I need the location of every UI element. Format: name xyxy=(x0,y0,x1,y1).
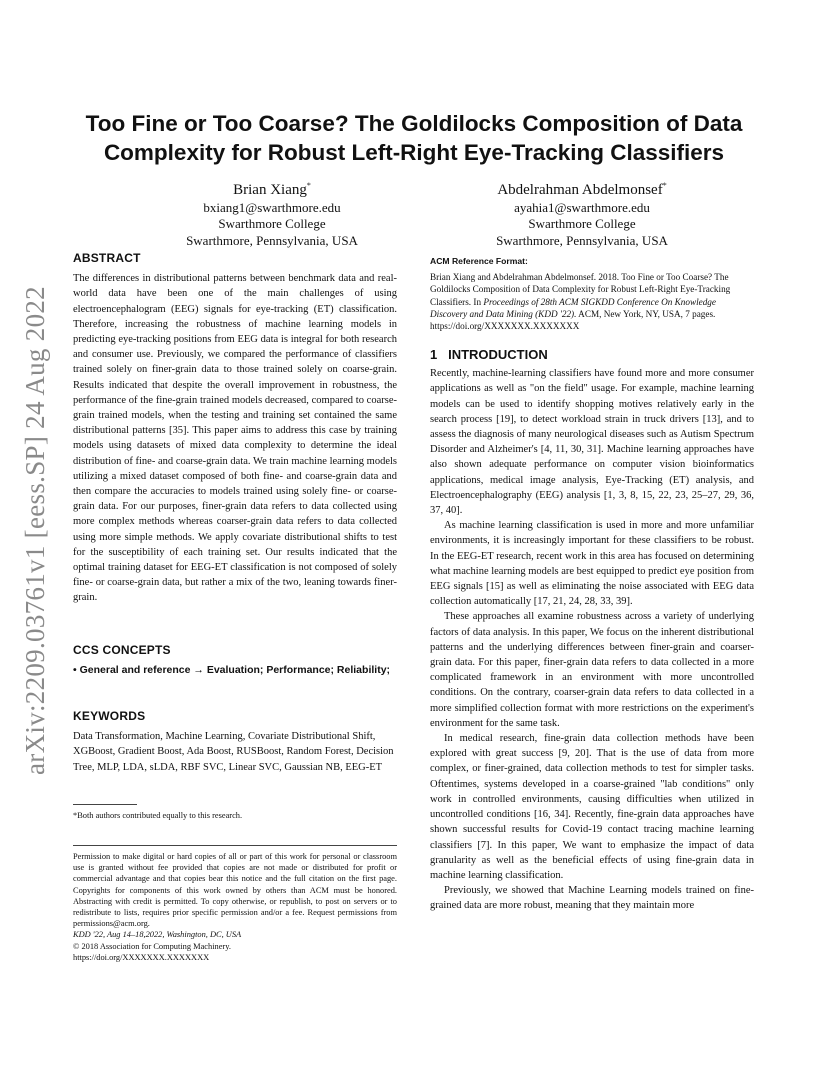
abstract-heading: ABSTRACT xyxy=(73,251,141,265)
permission-rule xyxy=(73,845,397,846)
abstract-text: The differences in distributional patterns between benchmark data and real-world data have been one of the main challenges of using electroencephalogram (EEG) signals for eye-tracking (ET) classification. Therefore, increasing the robustness of machine learning models in predicting eye-tracking positions from EEG data is integral for both research and consumer use. Previously, we compared the performance of classifiers trained solely on finer-grain data to those trained solely on coarse-grain. Results indicated that despite the overall improvement in robustness, the performance of the fine-grain trained models decreased, compared to coarse-grain trained models, when the testing and training set contained the same distributional patterns [35]. This paper aims to address this case by training models using datasets of mixed data complexity to determine the ideal distribution of fine- and coarse-grain data. We train machine learning models utilizing a mixed dataset composed of both fine- and coarse-grain data and then compare the accuracies to models trained using solely fine- or coarse-grain data. For our purposes, finer-grain data refers to data collected using more complex methods whereas coarser-grain data refers to data collected using more simple methods. We apply covariate distributional shifts to test for the susceptibility of each training set. Our results indicated that the optimal training dataset for EEG-ET classification is not composed of solely fine- or coarse-grain data, but rather a mix of the two, leaning towards finer-grain. xyxy=(73,273,397,604)
permission-block xyxy=(73,845,397,963)
intro-paragraph-4: In medical research, fine-grain data collection methods have been explored with great success [9, 20]. That is the use of data from more complex, or finer-grained, data collection methods to test for simpler tasks. Oftentimes, systems developed in a coarse-grained "lab conditions" only work in controlled environments, causing difficulties when utilized in uncontrolled conditions [16, 34]. Recently, fine-grain data approaches have shown successful results for Covid-19 contact tracing machine learning classifiers [7]. In this paper, We want to emphasize the impact of data granularity as well as the beneficial effects of using fine-grain data in machine learning classification. xyxy=(430,733,754,881)
author-block-2 xyxy=(442,176,722,249)
intro-paragraph-5: Previously, we showed that Machine Learning models trained on fine-grained data are more robust, meaning that they maintain more xyxy=(430,885,754,912)
author-name: Brian Xiang xyxy=(233,182,307,198)
acm-reference-text xyxy=(430,271,754,332)
acm-reference-heading: ACM Reference Format: xyxy=(430,256,528,266)
author-mark: * xyxy=(662,181,667,190)
author-affiliation: Swarthmore College xyxy=(528,216,636,232)
author-mark: * xyxy=(306,181,311,190)
author-block-1 xyxy=(132,176,412,249)
acm-reference xyxy=(430,254,754,332)
footnote-area xyxy=(73,804,397,821)
footnote-rule xyxy=(73,804,137,805)
author-name: Abdelrahman Abdelmonsef xyxy=(497,182,663,198)
title-line-1: Too Fine or Too Coarse? The Goldilocks Composition of Data xyxy=(85,111,743,136)
ccs-heading: CCS CONCEPTS xyxy=(73,643,171,657)
author-email: ayahia1@swarthmore.edu xyxy=(514,200,650,215)
permission-text: Permission to make digital or hard copies of all or part of this work for personal or classroom use is granted without fee provided that copies are not made or distributed for profit or commercial advantage and that copies bear this notice and the full citation on the first page. Copyrights for components of this work owned by others than ACM must be honored. Abstracting with credit is permitted. To copy otherwise, or republish, to post on servers or to redistribute to lists, requires prior specific permission and/or a fee. Request permissions from permissions@acm.org. xyxy=(73,852,397,929)
intro-paragraph-1: Recently, machine-learning classifiers have found more and more consumer applications as well as "on the field" usage. For example, machine learning models can be used to identify shopping motives relatively early in the search process [19], to detect workload strain in truck drivers [13], and to assess the diagnosis of many neurological diseases such as Autism Spectrum Disorder and Alzheimer's [4, 11, 30, 31]. Machine learning approaches have also shown adequate performance on computer vision bioinformatics applications, medical image analysis, Eye-Tracking (ET) analysis, and Electroencephalography (EEG) analysis [1, 3, 8, 15, 22, 23, 25–27, 29, 36, 37, 40]. xyxy=(430,368,754,517)
author-email: bxiang1@swarthmore.edu xyxy=(203,200,341,215)
author-location: Swarthmore, Pennsylvania, USA xyxy=(186,232,358,248)
intro-paragraph-2: As machine learning classification is used in more and more unfamiliar environments, it is increasingly important for these classifiers to be robust. In the EEG-ET research, recent work in this area has focused on determining what machine learning models are best equipped to predict eye position from EEG signals [15] as well as eliminating the noise associated with EEG data collection automatically [17, 21, 24, 28, 33, 39]. xyxy=(430,520,754,608)
intro-heading xyxy=(430,347,754,362)
keywords-heading: KEYWORDS xyxy=(73,709,146,723)
acm-ref-part-2: ACM, New York, NY, USA, 7 pages. https://doi.org/XXXXXXX.XXXXXXX xyxy=(430,308,716,332)
arxiv-stamp: arXiv:2209.03761v1 [eess.SP] 24 Aug 2022 xyxy=(20,286,50,775)
footnote-text: *Both authors contributed equally to this research. xyxy=(73,811,243,820)
title-line-2: Complexity for Robust Left-Right Eye-Tracking Classifiers xyxy=(103,140,725,165)
abstract-section xyxy=(73,251,397,606)
venue-line: KDD '22, Aug 14–18,2022, Washington, DC, USA xyxy=(73,930,242,940)
paper-title xyxy=(60,109,768,167)
intro-paragraph-3: These approaches all examine robustness across a variety of underlying factors of data analysis. In this paper, We focus on the inherent distributional patterns and the underlying differences between finer-grain and coarser-grain data. For this paper, finer-grain data refers to data collected in a more complicated framework in an environment with more uncontrolled conditions. On the contrary, coarser-grain data refers to data collected in a more simplified collection format with more restrictions on the experiment's environment for the same task. xyxy=(430,611,754,729)
doi-line: https://doi.org/XXXXXXX.XXXXXXX xyxy=(73,952,210,962)
author-affiliation: Swarthmore College xyxy=(218,216,326,232)
acm-ref-part-1: Brian Xiang and Abdelrahman Abdelmonsef. 2018. Too Fine or Too Coarse? The Goldilocks Composition of Data Complexity for Robust Left-Right Eye-Tracking Classifiers. In xyxy=(430,272,731,307)
copyright-line: © 2018 Association for Computing Machinery. xyxy=(73,941,231,951)
ccs-text: • General and reference → Evaluation; Performance; Reliability; xyxy=(73,664,391,677)
intro-title: INTRODUCTION xyxy=(448,347,548,362)
acm-ref-proceedings: Proceedings of 28th ACM SIGKDD Conference On Knowledge Discovery and Data Mining (KDD '22). xyxy=(430,296,716,319)
introduction-section xyxy=(430,347,754,914)
keywords-text: Data Transformation, Machine Learning, Covariate Distributional Shift, XGBoost, Gradient Boost, Ada Boost, RUSBoost, Random Forest, Decision Tree, MLP, LDA, sLDA, RBF SVC, Linear SVC, Gaussian NB, EEG-ET xyxy=(73,731,394,773)
intro-number: 1 xyxy=(430,347,438,362)
author-location: Swarthmore, Pennsylvania, USA xyxy=(496,232,668,248)
keywords-section xyxy=(73,709,397,775)
ccs-section xyxy=(73,643,397,678)
